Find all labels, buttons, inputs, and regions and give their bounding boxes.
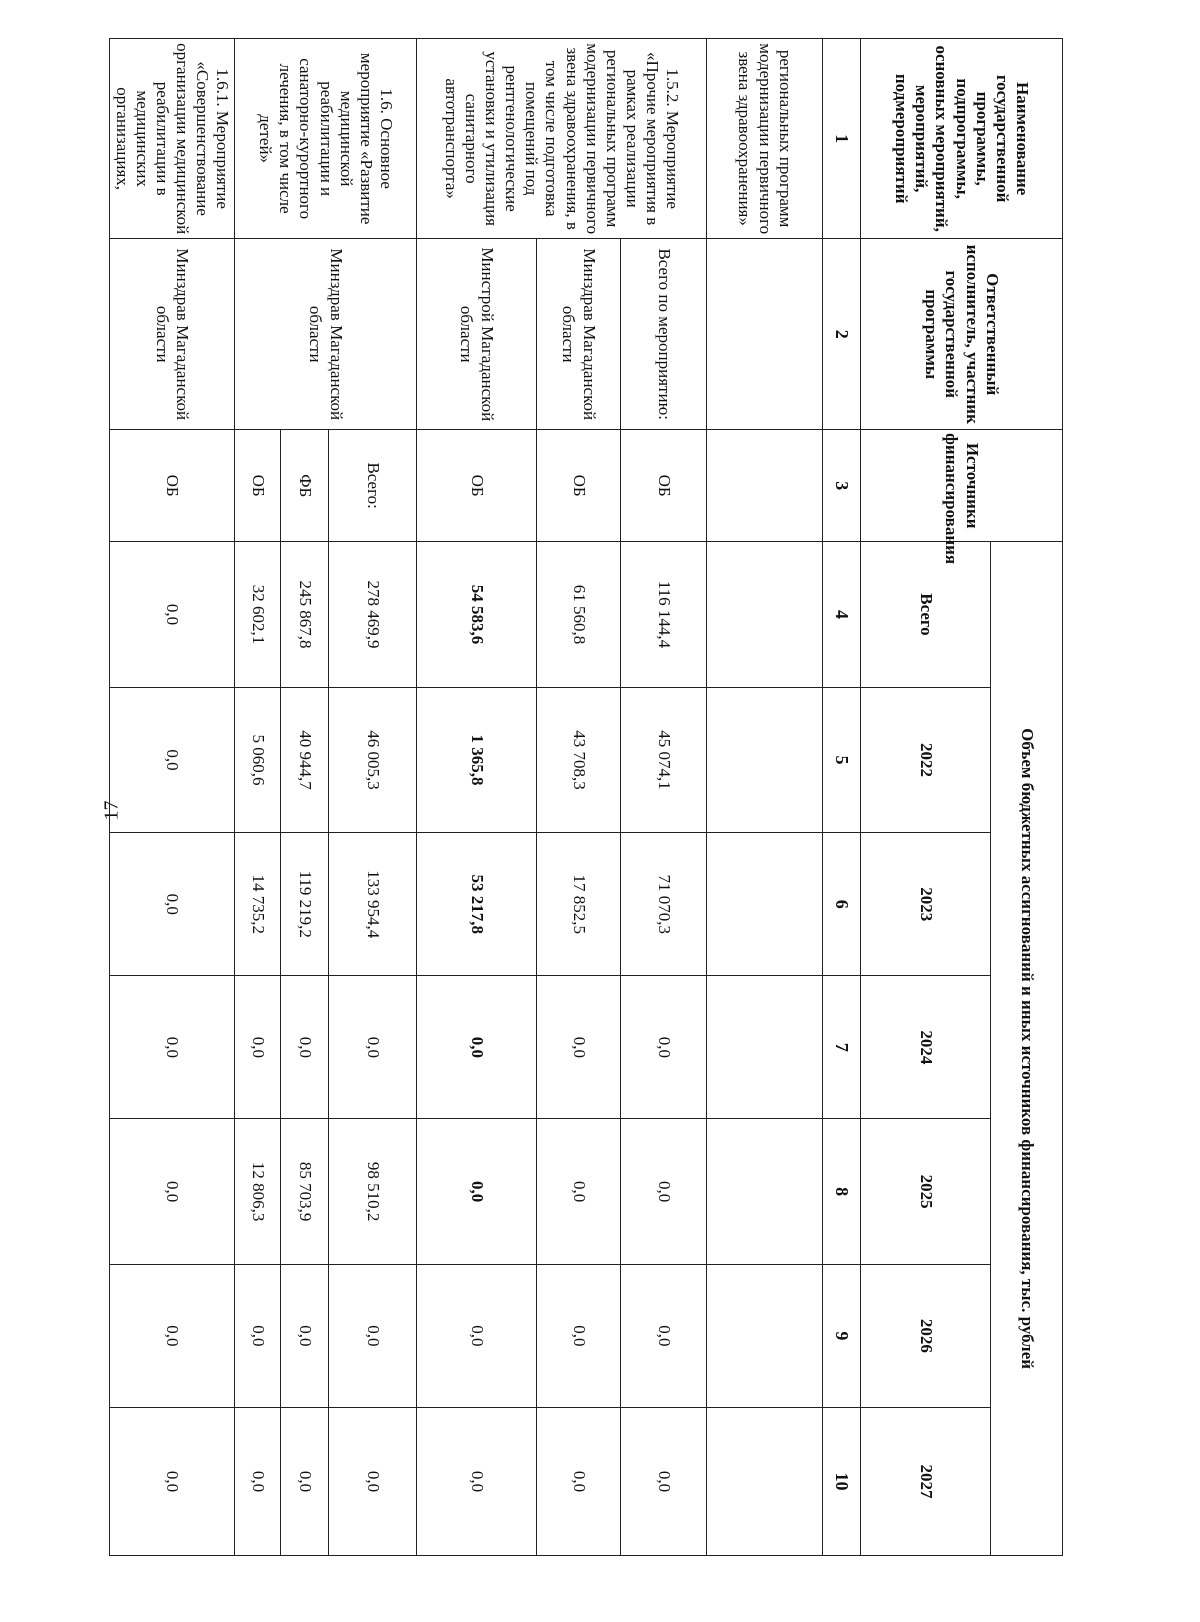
value-cell: 32 602,1 (235, 542, 281, 687)
value-cell: 0,0 (235, 1264, 281, 1407)
value-cell: 12 806,3 (235, 1119, 281, 1264)
value-cell (707, 833, 823, 976)
value-cell: 0,0 (109, 1264, 234, 1407)
index-cell: 2 (823, 239, 861, 430)
value-cell: 0,0 (329, 976, 417, 1119)
row-source-cell: ОБ (537, 430, 621, 542)
row-executor-cell: Минздрав Магаданской области (235, 239, 417, 430)
row-source-cell: ОБ (621, 430, 707, 542)
index-cell: 3 (823, 430, 861, 542)
table-row (537, 39, 621, 1556)
value-cell: 0,0 (109, 976, 234, 1119)
value-cell: 0,0 (537, 1264, 621, 1407)
value-cell: 0,0 (621, 1264, 707, 1407)
value-cell: 17 852,5 (537, 833, 621, 976)
row-source-cell (707, 430, 823, 542)
row-executor-cell: Минздрав Магаданской области (109, 239, 234, 430)
value-cell: 53 217,8 (417, 833, 537, 976)
value-cell: 0,0 (235, 976, 281, 1119)
value-cell: 0,0 (329, 1264, 417, 1407)
value-cell: 43 708,3 (537, 687, 621, 832)
row-name-cell: 1.5.2. Мероприятие «Прочие мероприятия в рамках реализации региональных программ модернизации первичного звена здравоохранения, в том числе подготовка помещений под рентгенологические установки и утилизация санитарного автотранспорта» (417, 39, 707, 239)
row-name-cell: 1.6.1. Мероприятие «Совершенствование организации медицинской реабилитации в медицинских организациях, (109, 39, 234, 239)
header-year-2022: 2022 (861, 687, 991, 832)
value-cell: 245 867,8 (281, 542, 329, 687)
budget-table-page (112, 38, 1063, 1556)
table-row (109, 39, 234, 1556)
value-cell (707, 976, 823, 1119)
value-cell: 0,0 (109, 833, 234, 976)
header-year-total: Всего (861, 542, 991, 687)
header-executor: Ответственный исполнитель, участник государственной программы (861, 239, 1063, 430)
value-cell (707, 687, 823, 832)
budget-table (109, 38, 1063, 1556)
value-cell: 1 365,8 (417, 687, 537, 832)
header-year-2024: 2024 (861, 976, 991, 1119)
value-cell: 0,0 (281, 1264, 329, 1407)
row-name-cell: 1.6. Основное мероприятие «Развитие медицинской реабилитации и санаторно-курортного лечения, в том числе детей» (235, 39, 417, 239)
header-year-2026: 2026 (861, 1264, 991, 1407)
value-cell: 0,0 (537, 1119, 621, 1264)
row-source-cell: ФБ (281, 430, 329, 542)
value-cell (707, 1264, 823, 1407)
value-cell: 54 583,6 (417, 542, 537, 687)
value-cell: 0,0 (109, 1119, 234, 1264)
value-cell (707, 1119, 823, 1264)
page-number: 17 (100, 800, 123, 820)
value-cell: 0,0 (109, 687, 234, 832)
header-row-top (991, 39, 1063, 1556)
value-cell: 71 070,3 (621, 833, 707, 976)
value-cell: 61 560,8 (537, 542, 621, 687)
row-source-cell: ОБ (417, 430, 537, 542)
value-cell: 46 005,3 (329, 687, 417, 832)
value-cell: 0,0 (281, 1407, 329, 1555)
value-cell: 0,0 (417, 1119, 537, 1264)
value-cell: 0,0 (417, 1407, 537, 1555)
value-cell: 0,0 (417, 1264, 537, 1407)
value-cell (707, 542, 823, 687)
header-name: Наименование государственной программы, подпрограммы, основных мероприятий, мероприятий, подмероприятий (861, 39, 1063, 239)
header-year-2023: 2023 (861, 833, 991, 976)
value-cell: 45 074,1 (621, 687, 707, 832)
row-source-cell: ОБ (235, 430, 281, 542)
index-cell: 6 (823, 833, 861, 976)
row-executor-cell: Минздрав Магаданской области (537, 239, 621, 430)
value-cell: 0,0 (329, 1407, 417, 1555)
value-cell: 85 703,9 (281, 1119, 329, 1264)
value-cell: 0,0 (109, 1407, 234, 1555)
value-cell: 0,0 (621, 976, 707, 1119)
row-executor-cell: Минстрой Магаданской области (417, 239, 537, 430)
value-cell: 0,0 (235, 1407, 281, 1555)
table-row (329, 39, 417, 1556)
value-cell: 133 954,4 (329, 833, 417, 976)
index-cell: 5 (823, 687, 861, 832)
value-cell (707, 1407, 823, 1555)
index-cell: 9 (823, 1264, 861, 1407)
value-cell: 119 219,2 (281, 833, 329, 976)
value-cell: 0,0 (537, 1407, 621, 1555)
row-source-cell: ОБ (109, 430, 234, 542)
index-cell: 4 (823, 542, 861, 687)
header-year-2027: 2027 (861, 1407, 991, 1555)
table-row (621, 39, 707, 1556)
index-cell: 7 (823, 976, 861, 1119)
index-cell: 1 (823, 39, 861, 239)
value-cell: 0,0 (281, 976, 329, 1119)
value-cell: 5 060,6 (235, 687, 281, 832)
row-executor-cell (707, 239, 823, 430)
value-cell: 278 469,9 (329, 542, 417, 687)
table-row (707, 39, 823, 1556)
header-source: Источники финансирования (861, 430, 1063, 542)
index-cell: 8 (823, 1119, 861, 1264)
index-row (823, 39, 861, 1556)
value-cell: 14 735,2 (235, 833, 281, 976)
value-cell: 0,0 (537, 976, 621, 1119)
table-row (417, 39, 537, 1556)
row-source-cell: Всего: (329, 430, 417, 542)
header-year-2025: 2025 (861, 1119, 991, 1264)
value-cell: 0,0 (621, 1407, 707, 1555)
value-cell: 116 144,4 (621, 542, 707, 687)
value-cell: 0,0 (109, 542, 234, 687)
value-cell: 0,0 (621, 1119, 707, 1264)
header-funding-group: Объем бюджетных ассигнований и иных источников финансирования, тыс. рублей (991, 542, 1063, 1556)
row-executor-cell: Всего по мероприятию: (621, 239, 707, 430)
index-cell: 10 (823, 1407, 861, 1555)
row-name-cell: региональных программ модернизации первичного звена здравоохранения» (707, 39, 823, 239)
value-cell: 98 510,2 (329, 1119, 417, 1264)
value-cell: 40 944,7 (281, 687, 329, 832)
value-cell: 0,0 (417, 976, 537, 1119)
